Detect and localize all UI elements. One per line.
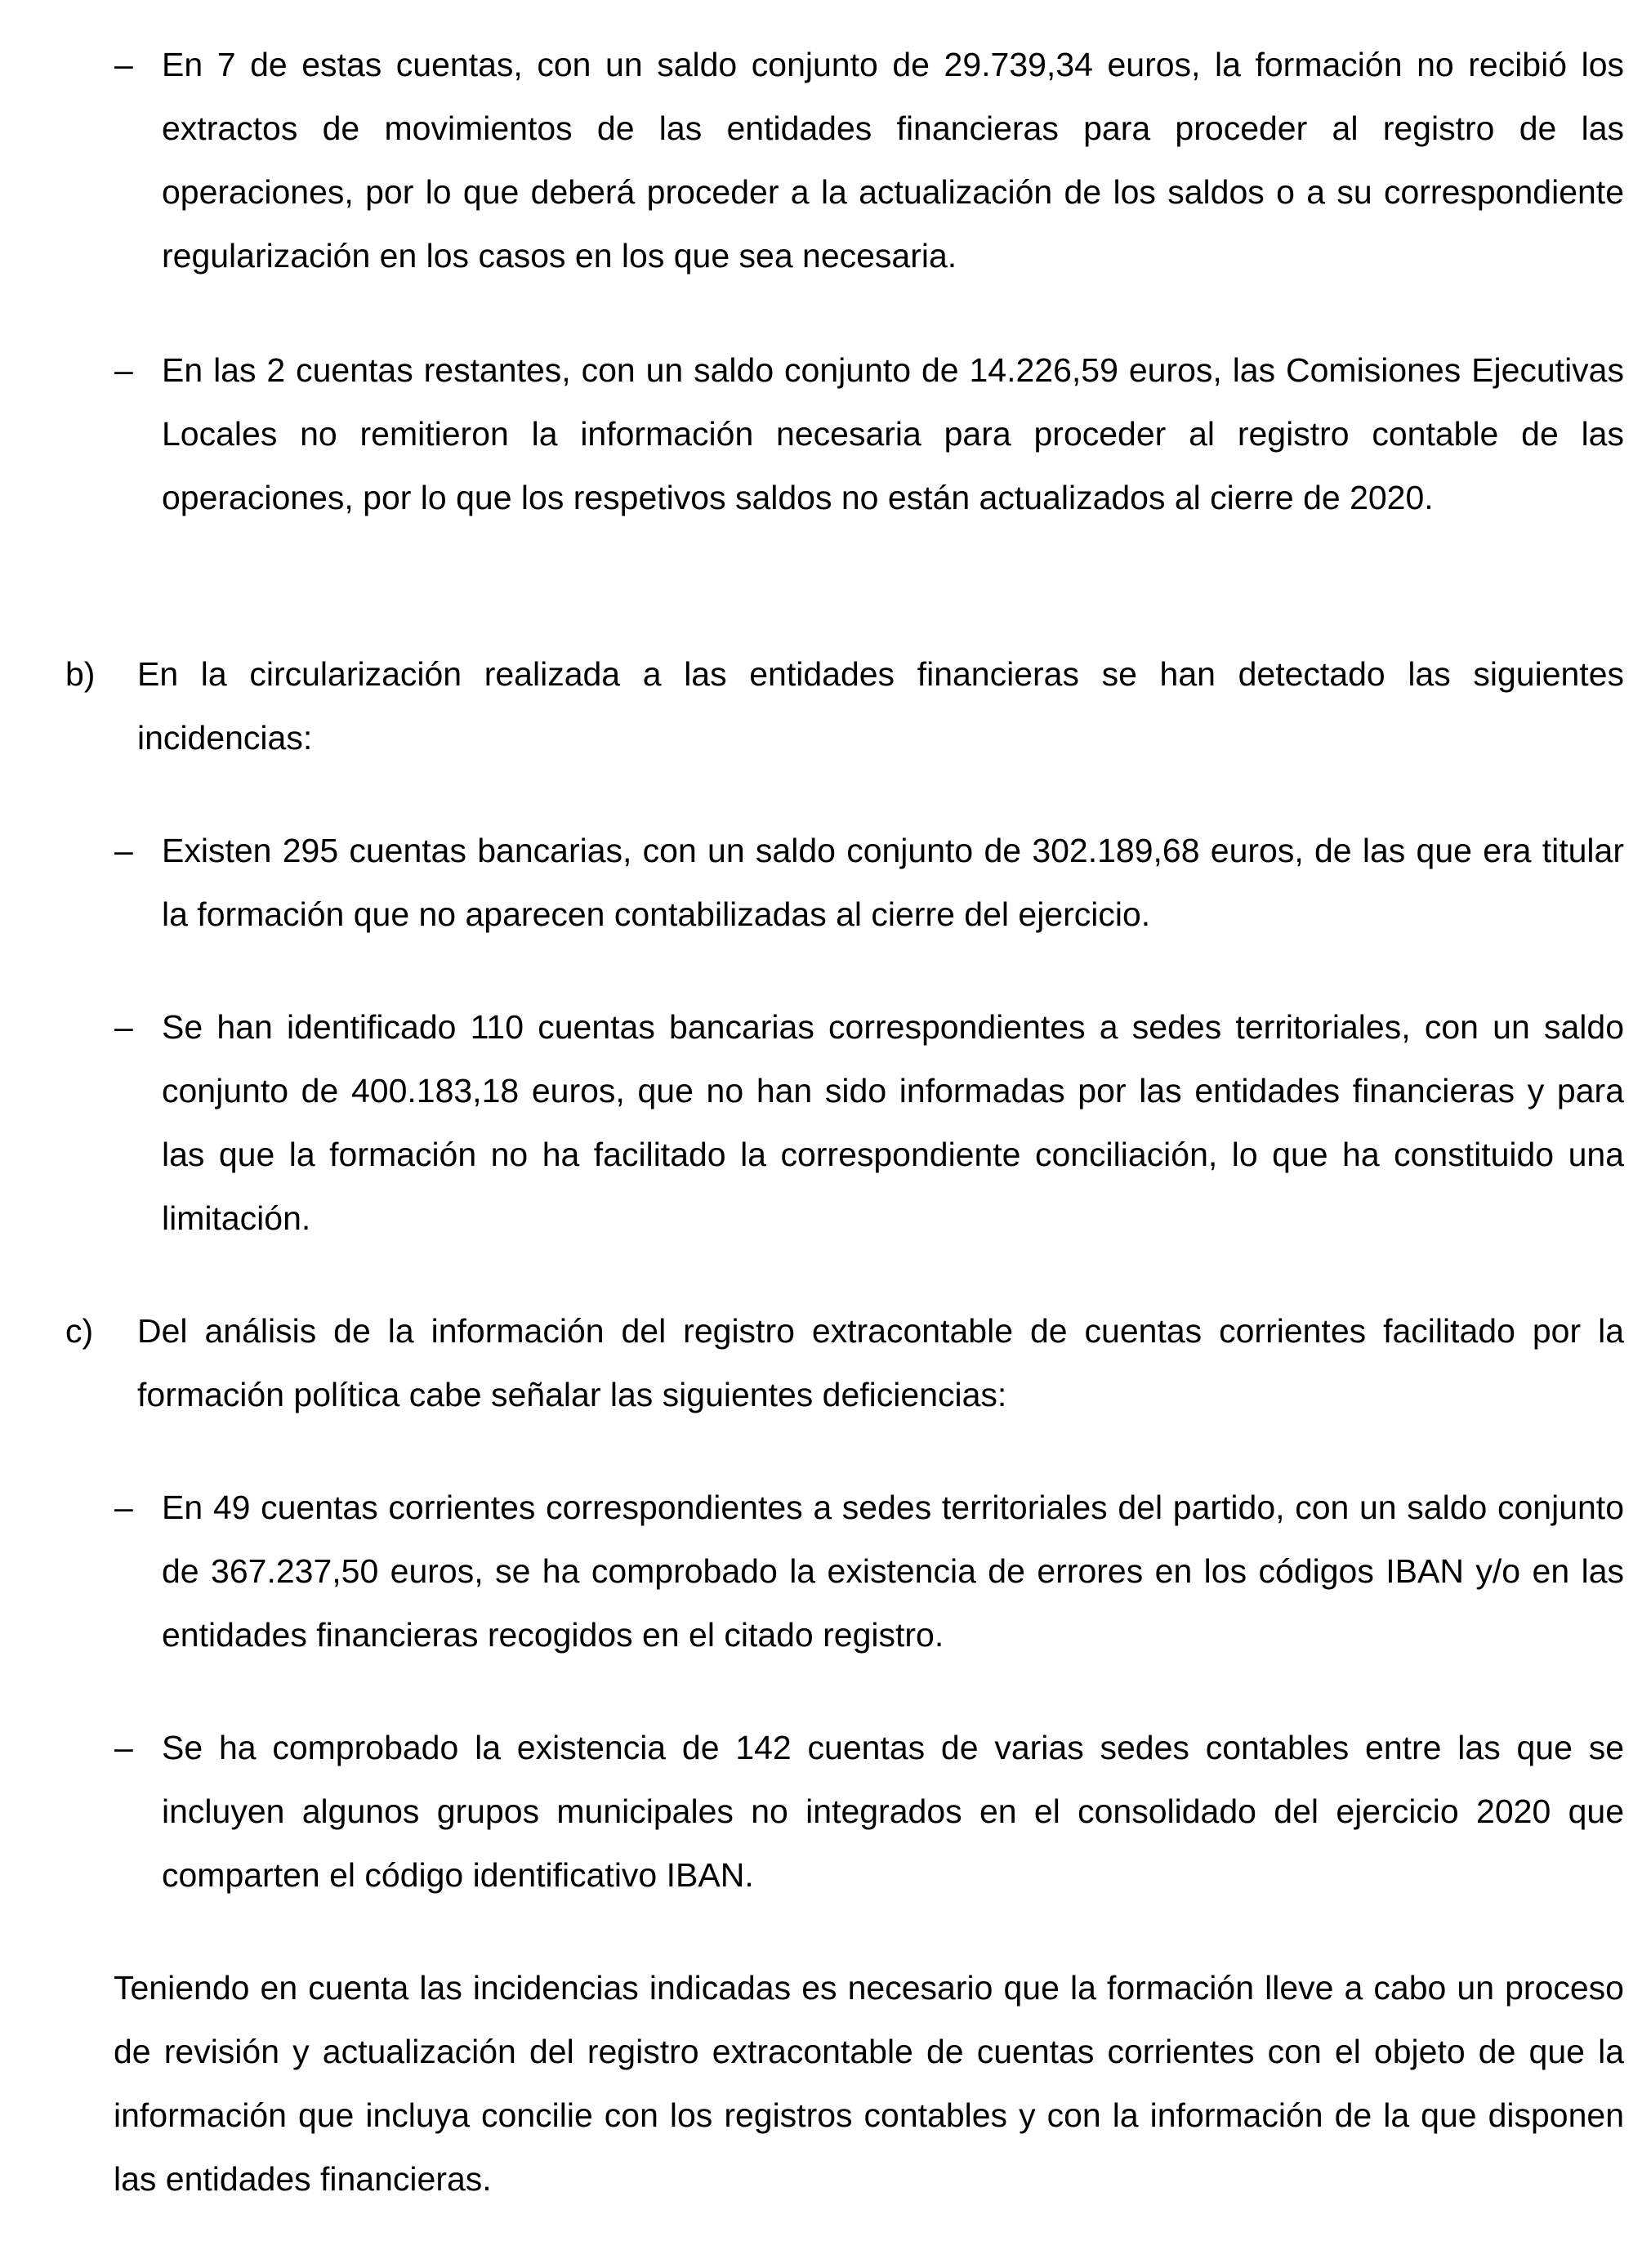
dash-bullet: – xyxy=(114,1729,133,1766)
list-item-text: En las 2 cuentas restantes, con un saldo conjunto de 14.226,59 euros, las Comisiones Ejecutivas Locales no remitieron la información necesaria para proceder al registro contable de las operaciones, por lo que los respetivos saldos no están actualizados al cierre de 2020. xyxy=(162,351,1624,516)
list-item-text: Se ha comprobado la existencia de 142 cuentas de varias sedes contables entre las que se incluyen algunos grupos municipales no integrados en el consolidado del ejercicio 2020 que comparten el código identificativo IBAN. xyxy=(162,1729,1624,1894)
dash-bullet: – xyxy=(114,1489,133,1526)
section-text: En la circularización realizada a las entidades financieras se han detectado las siguientes incidencias: xyxy=(137,655,1624,757)
section-text: Del análisis de la información del registro extracontable de cuentas corrientes facilitado por la formación política cabe señalar las siguientes deficiencias: xyxy=(137,1312,1624,1413)
section-letter: b) xyxy=(65,655,96,693)
list-item xyxy=(114,338,1624,529)
list-item-text: Se han identificado 110 cuentas bancarias correspondientes a sedes territoriales, con un saldo conjunto de 400.183,18 euros, que no han sido informadas por las entidades financieras y para las que la formación no ha facilitado la correspondiente conciliación, lo que ha constituido una limitación. xyxy=(162,1008,1624,1237)
conclusion-paragraph: Teniendo en cuenta las incidencias indicadas es necesario que la formación lleve a cabo un proceso de revisión y actualización del registro extracontable de cuentas corrientes con el objeto de que la información que incluya concilie con los registros contables y con la información de la que disponen las entidades financieras. xyxy=(114,1969,1624,2198)
list-item xyxy=(114,1716,1624,1907)
dash-bullet: – xyxy=(114,351,133,389)
list-item xyxy=(114,995,1624,1250)
section-c xyxy=(65,1299,1624,1426)
list-item xyxy=(114,819,1624,946)
dash-bullet: – xyxy=(114,832,133,869)
list-item xyxy=(114,1476,1624,1667)
list-item xyxy=(114,33,1624,288)
dash-bullet: – xyxy=(114,1008,133,1046)
section-b xyxy=(65,642,1624,770)
dash-bullet: – xyxy=(114,46,133,83)
list-item-text: En 49 cuentas corrientes correspondientes a sedes territoriales del partido, con un saldo conjunto de 367.237,50 euros, se ha comprobado la existencia de errores en los códigos IBAN y/o en las entidades financieras recogidos en el citado registro. xyxy=(162,1489,1624,1654)
list-item-text: En 7 de estas cuentas, con un saldo conjunto de 29.739,34 euros, la formación no recibió los extractos de movimientos de las entidades financieras para proceder al registro de las operaciones, por lo que deberá proceder a la actualización de los saldos o a su correspondiente regularización en los casos en los que sea necesaria. xyxy=(162,46,1624,275)
section-letter: c) xyxy=(65,1312,94,1350)
list-item-text: Existen 295 cuentas bancarias, con un saldo conjunto de 302.189,68 euros, de las que era titular la formación que no aparecen contabilizadas al cierre del ejercicio. xyxy=(162,832,1624,933)
